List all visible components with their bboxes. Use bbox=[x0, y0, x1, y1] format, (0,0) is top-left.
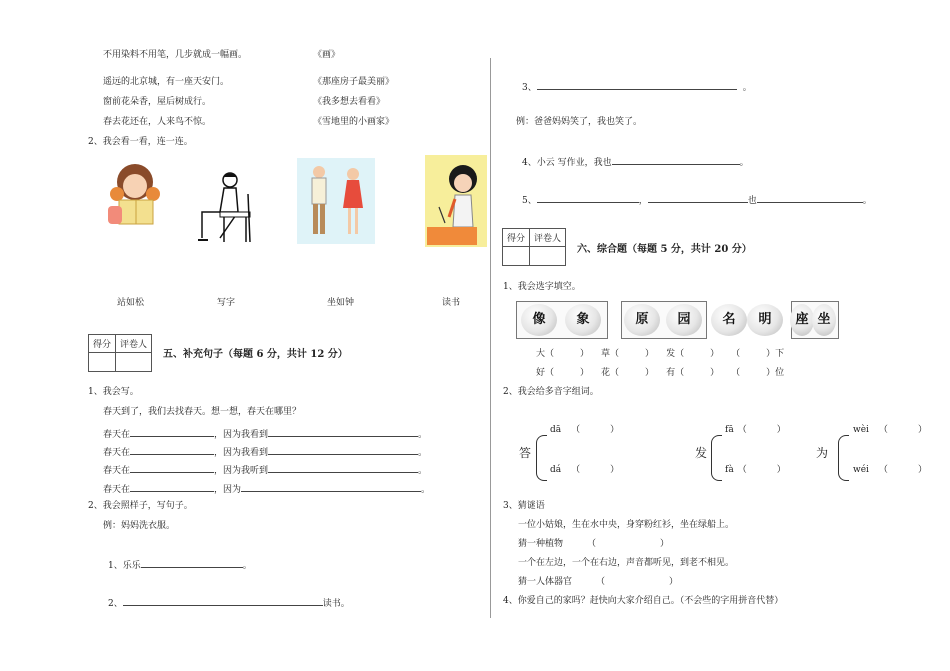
poem-line-2: 遥远的北京城，有一座天安门。 bbox=[103, 77, 230, 87]
answer-blank[interactable] bbox=[141, 559, 243, 568]
grader-label: 评卷人 bbox=[116, 335, 152, 353]
poem-line-3: 窗前花朵香，屋后树成行。 bbox=[103, 97, 212, 107]
s6-question-3: 3、猜谜语 bbox=[503, 501, 545, 511]
answer-blank[interactable] bbox=[612, 156, 740, 165]
char-option[interactable]: 坐 bbox=[812, 304, 836, 336]
fill-item: ） bbox=[645, 368, 655, 378]
spring-row-3 bbox=[103, 464, 427, 476]
brace-icon bbox=[711, 435, 722, 481]
paren-open: （ bbox=[571, 465, 581, 475]
score-table-section5 bbox=[88, 334, 152, 372]
paren-open: （ bbox=[878, 425, 888, 435]
picture-label-4: 读书 bbox=[442, 298, 461, 308]
paren-open: （ bbox=[571, 425, 581, 435]
section6-title: 六、综合题（每题 5 分，共计 20 分） bbox=[577, 244, 752, 255]
fill-item: ） bbox=[710, 368, 720, 378]
item-4 bbox=[522, 156, 749, 168]
answer-blank[interactable] bbox=[123, 597, 323, 606]
char-option[interactable]: 象 bbox=[565, 304, 601, 336]
fill-item: （ bbox=[731, 349, 741, 359]
fill-item: 好（ bbox=[536, 368, 555, 378]
score-cell[interactable] bbox=[89, 353, 116, 372]
paren-close: ） bbox=[610, 425, 620, 435]
paren-open: （ bbox=[737, 425, 747, 435]
riddle-2: 一个在左边，一个在右边，声音都听见，到老不相见。 bbox=[518, 558, 735, 568]
poem-title-1: 《画》 bbox=[313, 50, 341, 60]
fill-row-1 bbox=[536, 350, 784, 359]
pinyin: fā bbox=[725, 425, 734, 435]
paren-close: ） bbox=[776, 425, 786, 435]
item-end: 。 bbox=[742, 83, 752, 93]
pinyin: wèi bbox=[853, 425, 869, 435]
poem-title-2: 《那座房子最美丽》 bbox=[313, 77, 395, 87]
fill-item: ）下 bbox=[766, 349, 785, 359]
fill-item: ） bbox=[710, 349, 720, 359]
spring-row-because: ，因为我看到 bbox=[214, 448, 269, 458]
polyphone-3-reading-2 bbox=[853, 466, 927, 475]
question-2-title: 2、我会看一看，连一连。 bbox=[88, 137, 193, 147]
fill-item: 有（ bbox=[666, 368, 685, 378]
item-prefix: 4、小云 写作业，我也 bbox=[522, 158, 612, 168]
item-end: 读书。 bbox=[322, 599, 350, 609]
pinyin: wéi bbox=[853, 465, 869, 475]
answer-blank[interactable] bbox=[268, 446, 418, 455]
example-sentence: 例：爸爸妈妈笑了，我也笑了。 bbox=[516, 117, 643, 127]
brace-icon bbox=[838, 435, 849, 481]
answer-blank[interactable] bbox=[537, 194, 639, 203]
girl-writing-illustration bbox=[425, 155, 487, 247]
spring-row-end: 。 bbox=[418, 466, 428, 476]
char-option[interactable]: 原 bbox=[624, 304, 660, 336]
fill-item: （ bbox=[731, 368, 741, 378]
poem-title-3: 《我多想去看看》 bbox=[313, 97, 386, 107]
s6-question-2: 2、我会给多音字组词。 bbox=[503, 387, 599, 397]
char-pair-box-1 bbox=[516, 301, 608, 339]
item-5 bbox=[522, 194, 872, 206]
paren-close: ） bbox=[669, 577, 679, 587]
char-pair-box-3 bbox=[708, 301, 786, 339]
riddle-2-answer bbox=[518, 578, 678, 587]
picture-label-3: 坐如钟 bbox=[327, 298, 355, 308]
standing-children-illustration bbox=[297, 158, 375, 244]
spring-row-end: 。 bbox=[418, 448, 428, 458]
fill-item: 草（ bbox=[601, 349, 620, 359]
column-divider bbox=[490, 58, 491, 618]
spring-row-end: 。 bbox=[421, 485, 431, 495]
char-option[interactable]: 名 bbox=[711, 304, 747, 336]
paren-open: （ bbox=[737, 465, 747, 475]
picture-label-1: 站如松 bbox=[117, 298, 145, 308]
answer-blank[interactable] bbox=[130, 428, 214, 437]
paren-close: ） bbox=[917, 465, 927, 475]
spring-row-because: ，因为 bbox=[214, 485, 242, 495]
score-table-section6 bbox=[502, 228, 566, 266]
poem-line-4: 春去花还在，人来鸟不惊。 bbox=[103, 117, 212, 127]
spring-row-end: 。 bbox=[418, 430, 428, 440]
paren-open: （ bbox=[878, 465, 888, 475]
spring-row-label: 春天在 bbox=[103, 430, 131, 440]
riddle-1-answer bbox=[518, 540, 669, 549]
s6-question-4: 4、你爱自己的家吗？赶快向大家介绍自己。（不会些的字用拼音代替） bbox=[503, 596, 784, 606]
fill-item: ） bbox=[580, 349, 590, 359]
s6-question-1: 1、我会选字填空。 bbox=[503, 282, 581, 292]
fill-item: ） bbox=[645, 349, 655, 359]
paren-close: ） bbox=[917, 425, 927, 435]
spring-row-label: 春天在 bbox=[103, 485, 131, 495]
grader-label: 评卷人 bbox=[530, 229, 566, 247]
boy-sitting-illustration bbox=[190, 168, 262, 246]
polyphone-2-reading-1 bbox=[725, 426, 786, 435]
item-also: 也 bbox=[747, 196, 757, 206]
fill-item: ）位 bbox=[766, 368, 785, 378]
paren-close: ） bbox=[660, 539, 670, 549]
item-prefix: 5、 bbox=[522, 196, 537, 206]
fill-item: ） bbox=[580, 368, 590, 378]
item-end: 。 bbox=[242, 561, 252, 571]
fill-row-2 bbox=[536, 369, 784, 378]
answer-blank[interactable] bbox=[537, 81, 737, 90]
answer-blank[interactable] bbox=[130, 464, 214, 473]
answer-blank[interactable] bbox=[268, 428, 418, 437]
spring-row-4 bbox=[103, 483, 430, 495]
item-separator: ， bbox=[638, 196, 648, 206]
section5-title: 五、补充句子（每题 6 分，共计 12 分） bbox=[163, 349, 348, 360]
answer-blank[interactable] bbox=[130, 483, 214, 492]
fill-item: 大（ bbox=[536, 349, 555, 359]
riddle-hint: 猜一种植物 bbox=[518, 539, 564, 549]
polyphone-char-1: 答 bbox=[519, 446, 532, 460]
s5-q2-item-2 bbox=[108, 597, 350, 609]
fill-item: 发（ bbox=[666, 349, 685, 359]
paren-open: （ bbox=[587, 539, 597, 549]
pinyin: dá bbox=[550, 465, 562, 475]
score-label: 得分 bbox=[89, 335, 116, 353]
spring-row-because: ，因为我看到 bbox=[214, 430, 269, 440]
riddle-hint: 猜一人体器官 bbox=[518, 577, 573, 587]
girl-reading-illustration bbox=[103, 160, 163, 230]
char-option[interactable]: 明 bbox=[747, 304, 783, 336]
spring-row-label: 春天在 bbox=[103, 448, 131, 458]
poem-line-1: 不用染料不用笔，几步就成一幅画。 bbox=[103, 50, 248, 60]
poem-title-4: 《雪地里的小画家》 bbox=[313, 117, 395, 127]
pinyin: fà bbox=[725, 465, 734, 475]
polyphone-3-reading-1 bbox=[853, 426, 927, 435]
s5-question-2-example: 例：妈妈洗衣服。 bbox=[103, 521, 176, 531]
s5-question-2: 2、我会照样子，写句子。 bbox=[88, 501, 193, 511]
item-end: 。 bbox=[739, 158, 749, 168]
pinyin: dā bbox=[550, 425, 562, 435]
item-prefix: 1、乐乐 bbox=[108, 561, 141, 571]
spring-row-label: 春天在 bbox=[103, 466, 131, 476]
brace-icon bbox=[536, 435, 547, 481]
riddle-1: 一位小姑娘，生在水中央，身穿粉红衫，坐在绿船上。 bbox=[518, 520, 735, 530]
polyphone-1-reading-1 bbox=[550, 426, 619, 435]
item-3 bbox=[522, 81, 752, 93]
char-option[interactable]: 园 bbox=[666, 304, 702, 336]
polyphone-2-reading-2 bbox=[725, 466, 786, 475]
spring-row-1 bbox=[103, 428, 427, 440]
answer-blank[interactable] bbox=[757, 194, 863, 203]
polyphone-char-2: 发 bbox=[695, 446, 708, 460]
answer-blank[interactable] bbox=[130, 446, 214, 455]
picture-label-2: 写字 bbox=[217, 298, 236, 308]
grader-cell[interactable] bbox=[530, 247, 566, 266]
spring-row-because: ，因为我听到 bbox=[214, 466, 269, 476]
score-label: 得分 bbox=[503, 229, 530, 247]
char-option[interactable]: 像 bbox=[521, 304, 557, 336]
item-prefix: 2、 bbox=[108, 599, 123, 609]
paren-open: （ bbox=[596, 577, 606, 587]
char-pair-box-4 bbox=[791, 301, 839, 339]
grader-cell[interactable] bbox=[116, 353, 152, 372]
polyphone-1-reading-2 bbox=[550, 466, 619, 475]
paren-close: ） bbox=[610, 465, 620, 475]
s5-q2-item-1 bbox=[108, 559, 252, 571]
answer-blank[interactable] bbox=[241, 483, 421, 492]
answer-blank[interactable] bbox=[648, 194, 748, 203]
item-prefix: 3、 bbox=[522, 83, 537, 93]
s5-question-1-intro: 春天到了，我们去找春天。想一想，春天在哪里？ bbox=[103, 407, 302, 417]
spring-row-2 bbox=[103, 446, 427, 458]
fill-item: 花（ bbox=[601, 368, 620, 378]
paren-close: ） bbox=[776, 465, 786, 475]
char-option[interactable]: 座 bbox=[790, 304, 814, 336]
score-cell[interactable] bbox=[503, 247, 530, 266]
polyphone-char-3: 为 bbox=[816, 446, 829, 460]
item-end: 。 bbox=[862, 196, 872, 206]
s5-question-1: 1、我会写。 bbox=[88, 387, 139, 397]
answer-blank[interactable] bbox=[268, 464, 418, 473]
char-pair-box-2 bbox=[621, 301, 707, 339]
